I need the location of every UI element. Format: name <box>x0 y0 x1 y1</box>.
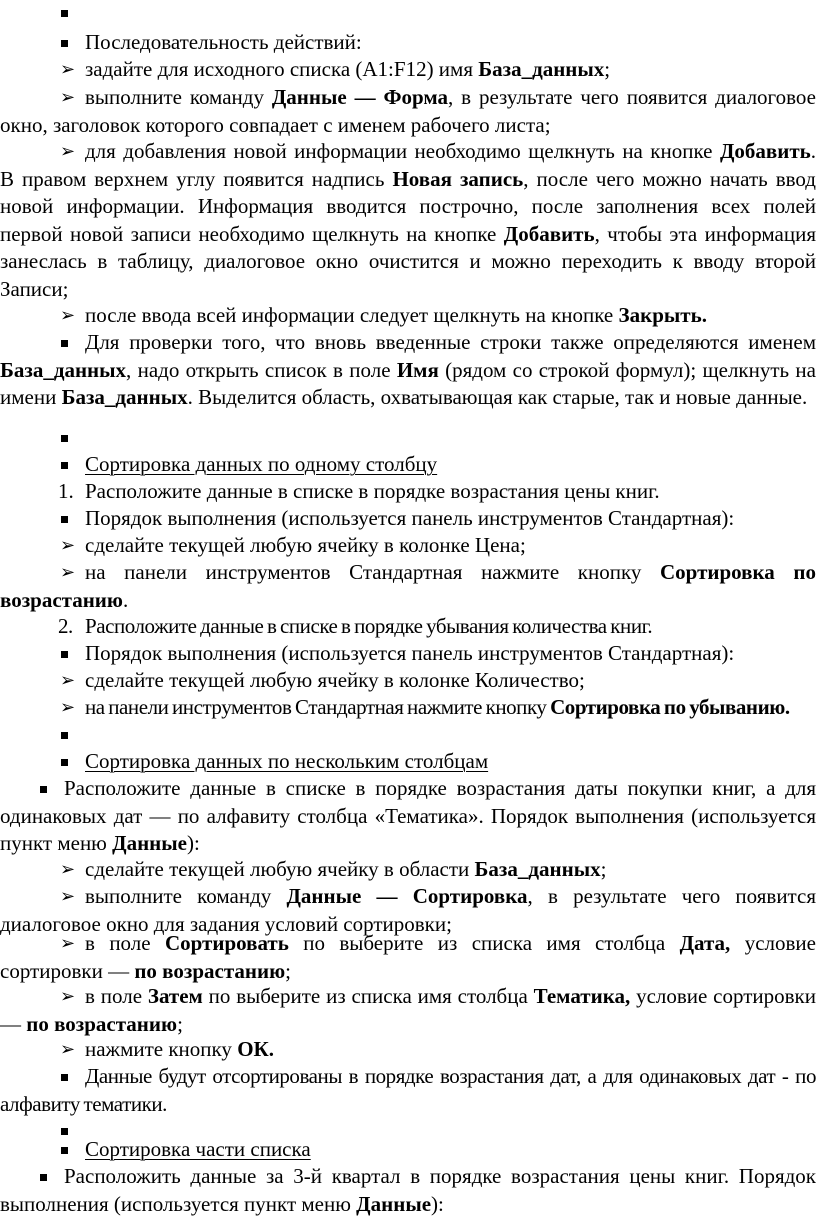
heading-sort-part-of-list <box>0 1136 816 1164</box>
paragraph-procedure: Порядок выполнения (используется панель инструментов Стандартная): <box>0 505 816 533</box>
command-data-form: Данные — Форма <box>271 85 449 109</box>
paragraph-add-record: ➢ для добавления новой информации необходимо щелкнуть на кнопке Добавить. В правом верхнем углу появится надпись Новая запись, после чего можно начать ввод новой информации. Информация вводится построчно, после заполнения всех полей первой новой записи необходимо щелкнуть на кнопке Добавить, чтобы эта информация занеслась в таблицу, диалоговое окно очистится и можно переходить к вводу второй Записи; <box>0 139 816 301</box>
heading-sort-multiple-columns <box>0 748 816 776</box>
square-bullet-icon <box>40 786 47 793</box>
field-sort-by: Сортировать <box>164 931 289 955</box>
square-bullet-icon <box>61 1074 68 1081</box>
button-name-close: Закрыть. <box>618 303 707 327</box>
square-bullet-icon <box>61 340 68 347</box>
section-heading: Сортировка данных по одному столбцу <box>85 452 438 476</box>
square-bullet-icon <box>61 1128 68 1135</box>
arrow-bullet-icon: ➢ <box>60 305 76 326</box>
arrow-bullet-icon: ➢ <box>60 87 76 108</box>
order-ascending: по возрастанию <box>134 958 286 983</box>
sequence-label-text: Последовательность действий: <box>85 30 362 54</box>
arrow-bullet-icon: ➢ <box>60 670 76 691</box>
order-ascending: по возрастанию <box>26 1011 178 1036</box>
paragraph-press-ok: ➢ нажмите кнопку ОК. <box>0 1036 816 1064</box>
button-name-add: Добавить <box>719 139 811 163</box>
paragraph-sort-by-field: ➢ в поле Сортировать по выберите из списка имя столбца Дата, условие сортировки — по возрастанию; <box>0 931 816 983</box>
square-bullet-icon <box>40 1174 47 1181</box>
button-name-ok: ОК. <box>237 1037 274 1061</box>
arrow-bullet-icon: ➢ <box>60 886 76 907</box>
heading-sort-one-column <box>0 451 816 479</box>
paragraph-select-database-cell: ➢ сделайте текущей любую ячейку в области База_данных; <box>0 856 816 884</box>
square-bullet-icon <box>61 651 68 658</box>
menu-name-data: Данные <box>112 831 187 855</box>
square-bullet-icon <box>61 40 68 47</box>
paragraph-sort-descending: ➢ на панели инструментов Стандартная нажмите кнопку Сортировка по убыванию. <box>0 694 816 722</box>
paragraph-sort-by-date: Расположите данные в списке в порядке возрастания даты покупки книг, а для одинаковых дат — по алфавиту столбца «Тематика». Порядок выполнения (используется пункт меню Данные): <box>0 776 816 855</box>
column-date: Дата, <box>679 931 731 955</box>
paragraph-sequence-label <box>0 29 816 57</box>
column-topic: Тематика, <box>533 984 631 1008</box>
numbered-item-1: 1. Расположите данные в списке в порядке возрастания цены книг. <box>0 478 816 506</box>
paragraph-then-by-field: ➢ в поле Затем по выберите из списка имя столбца Тематика, условие сортировки — по возрастанию; <box>0 984 816 1036</box>
arrow-bullet-icon: ➢ <box>60 535 76 556</box>
paragraph-result: Данные будут отсортированы в порядке возрастания дат, а для одинаковых дат - по алфавиту тематики. <box>0 1064 816 1116</box>
square-bullet-icon <box>61 462 68 469</box>
paragraph-sort-ascending: ➢ на панели инструментов Стандартная нажмите кнопку Сортировка по возрастанию. <box>0 560 816 612</box>
arrow-bullet-icon: ➢ <box>60 859 76 880</box>
arrow-bullet-icon: ➢ <box>60 933 76 954</box>
square-bullet-icon <box>61 10 68 17</box>
paragraph-sort-q3: Расположить данные за 3-й квартал в порядке возрастания цены книг. Порядок выполнения (используется пункт меню Данные): <box>0 1164 816 1216</box>
square-bullet-icon <box>61 516 68 523</box>
term-database: База_данных <box>61 385 188 409</box>
item-number: 2. <box>58 614 73 638</box>
arrow-bullet-icon: ➢ <box>60 986 76 1007</box>
paragraph-data-form: ➢ выполните команду Данные — Форма, в результате чего появится диалоговое окно, заголовок которого совпадает с именем рабочего листа; <box>0 85 816 137</box>
command-data-sort: Данные — Сортировка <box>286 884 528 908</box>
square-bullet-icon <box>61 732 68 739</box>
button-name-sort-descending: Сортировка по убыванию. <box>550 695 790 719</box>
paragraph-select-quantity-cell: ➢ сделайте текущей любую ячейку в колонке Количество; <box>0 667 816 695</box>
menu-name-data: Данные <box>356 1191 432 1216</box>
section-heading: Сортировка данных по нескольким столбцам <box>85 749 489 773</box>
arrow-bullet-icon: ➢ <box>60 562 76 583</box>
paragraph-procedure: Порядок выполнения (используется панель инструментов Стандартная): <box>0 640 816 668</box>
square-bullet-icon <box>61 435 68 442</box>
numbered-item-2: 2. Расположите данные в списке в порядке убывания количества книг. <box>0 613 816 641</box>
paragraph-data-sort-command: ➢ выполните команду Данные — Сортировка, в результате чего появится диалоговое окно для задания условий сортировки; <box>0 884 816 936</box>
paragraph-set-name: ➢ задайте для исходного списка (A1:F12) имя База_данных; <box>0 56 816 84</box>
section-heading: Сортировка части списка <box>85 1137 311 1161</box>
item-number: 1. <box>58 479 74 503</box>
arrow-bullet-icon: ➢ <box>60 1039 76 1060</box>
term-database: База_данных <box>478 57 605 81</box>
button-name-sort-ascending: Сортировка по возрастанию <box>0 560 816 612</box>
label-new-record: Новая запись <box>392 166 524 191</box>
term-database: База_данных <box>474 857 601 881</box>
paragraph-verify-name: Для проверки того, что вновь введенные строки также определяются именем База_данных, надо открыть список в поле Имя (рядом со строкой формул); щелкнуть на имени База_данных. Выделится область, охватывающая как старые, так и новые данные. <box>0 330 816 409</box>
paragraph-select-price-cell: ➢ сделайте текущей любую ячейку в колонке Цена; <box>0 532 816 560</box>
arrow-bullet-icon: ➢ <box>60 59 76 80</box>
arrow-bullet-icon: ➢ <box>60 697 75 718</box>
field-then-by: Затем <box>147 984 203 1008</box>
paragraph-close: ➢ после ввода всей информации следует щелкнуть на кнопке Закрыть. <box>0 302 816 330</box>
square-bullet-icon <box>61 759 68 766</box>
button-name-add: Добавить <box>503 221 595 246</box>
field-name: Имя <box>396 357 439 382</box>
square-bullet-icon <box>61 1147 68 1154</box>
term-database: База_данных <box>0 357 127 382</box>
arrow-bullet-icon: ➢ <box>60 141 76 162</box>
